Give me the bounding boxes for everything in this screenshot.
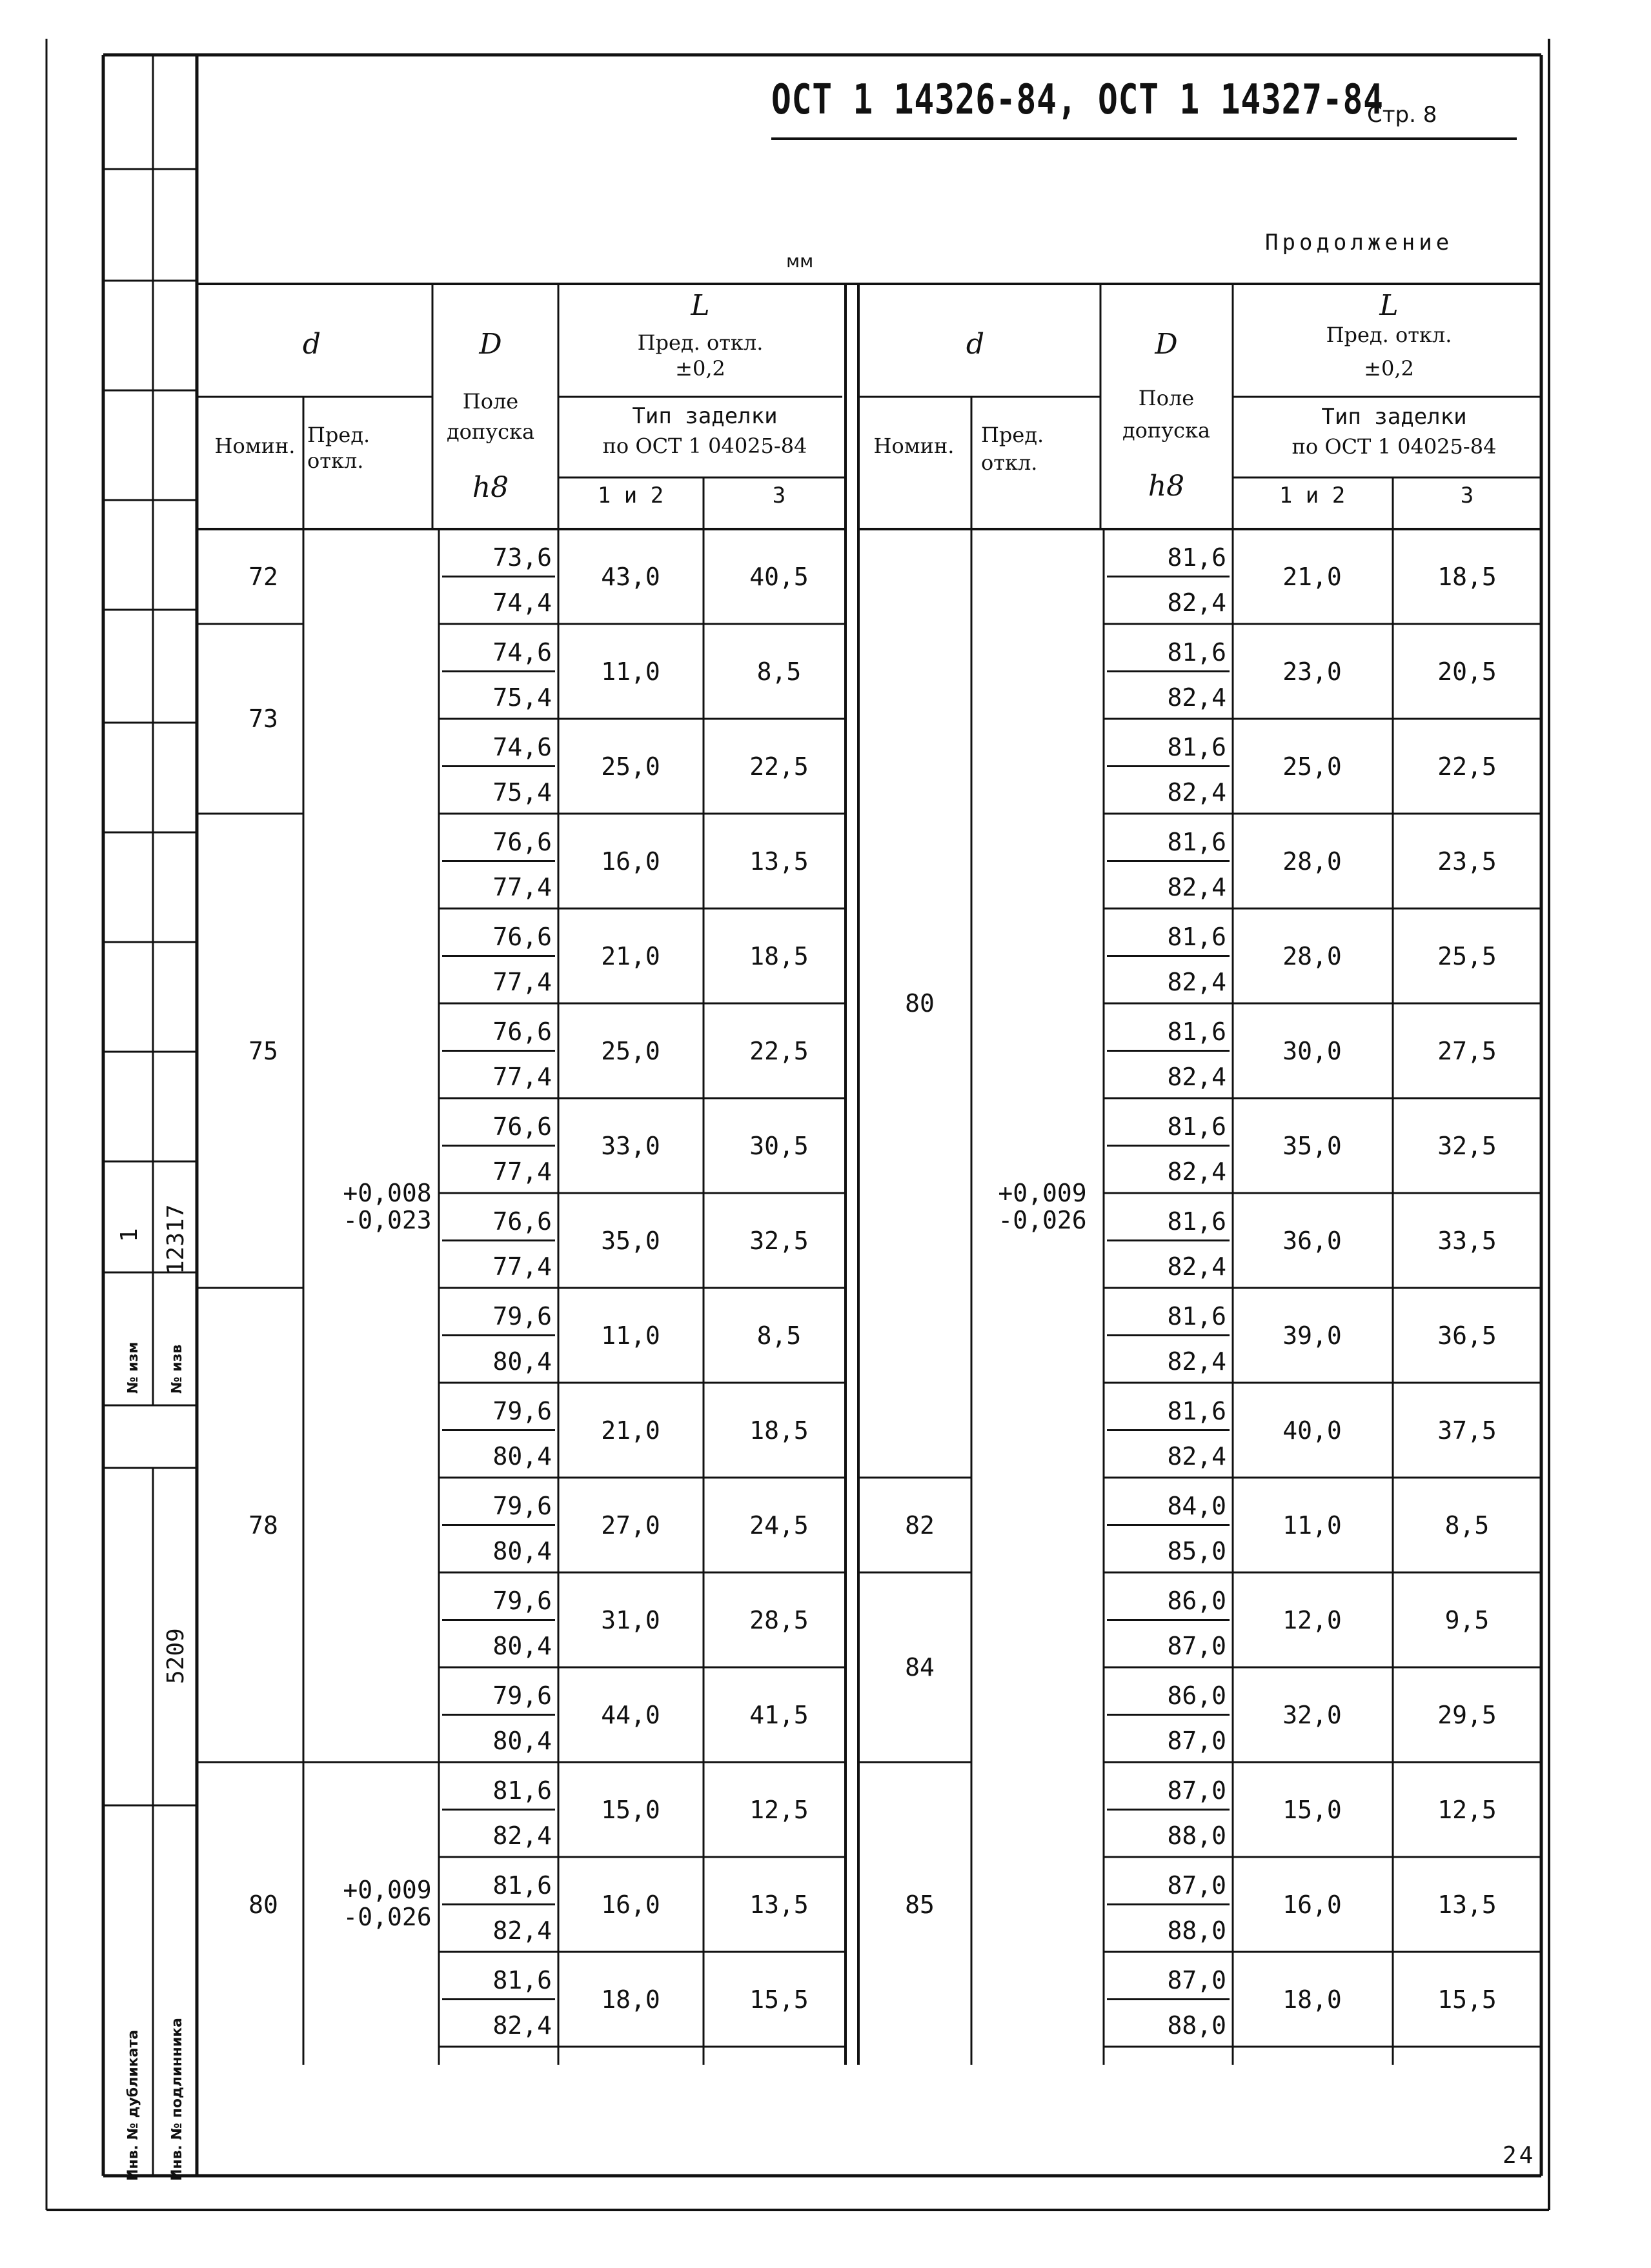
L-type3-value: 29,5	[1437, 1701, 1497, 1729]
L-type3-value: 15,5	[749, 1985, 809, 2014]
D-upper-value: 81,6	[1167, 923, 1226, 951]
D-upper-value: 79,6	[492, 1492, 552, 1520]
L-type12-value: 31,0	[601, 1606, 660, 1634]
D-upper-value: 76,6	[492, 1018, 552, 1046]
D-upper-value: 79,6	[492, 1302, 552, 1330]
D-lower-value: 82,4	[1167, 1062, 1226, 1091]
L-type3-value: 36,5	[1437, 1321, 1497, 1350]
D-lower-value: 75,4	[492, 778, 552, 807]
D-lower-value: 82,4	[1167, 683, 1226, 712]
L-type3-value: 28,5	[749, 1606, 809, 1634]
page-label: Стр. 8	[1367, 102, 1437, 128]
change-number-label: № изм	[125, 1341, 141, 1394]
L-type12-value: 11,0	[601, 1321, 660, 1350]
L-type12-value: 15,0	[601, 1796, 660, 1824]
embed-standard-label-right: по ОСТ 1 04025-84	[1291, 434, 1497, 459]
D-symbol: D	[479, 328, 502, 361]
notice-number-label: № изв	[169, 1344, 185, 1394]
D-lower-value: 82,4	[1167, 1157, 1226, 1186]
original-inventory-value: 5209	[163, 1628, 189, 1684]
D-upper-value: 87,0	[1167, 1966, 1226, 1994]
type-3-label: 3	[772, 483, 786, 508]
L-type3-value: 13,5	[749, 847, 809, 876]
D-lower-value: 85,0	[1167, 1536, 1226, 1565]
tolerance-label-2: допуска	[446, 419, 535, 444]
fit-label-right: h8	[1148, 470, 1185, 503]
D-lower-value: 77,4	[492, 967, 552, 996]
L-type3-value: 23,5	[1437, 847, 1497, 876]
L-type12-value: 18,0	[1282, 1985, 1342, 2014]
D-upper-value: 79,6	[492, 1587, 552, 1615]
type-3-label-right: 3	[1460, 483, 1474, 508]
D-upper-value: 76,6	[492, 1207, 552, 1236]
D-lower-value: 88,0	[1167, 1916, 1226, 1945]
D-lower-value: 82,4	[1167, 1252, 1226, 1281]
D-upper-value: 81,6	[1167, 1207, 1226, 1236]
tolerance-label: Поле	[462, 389, 519, 414]
D-upper-value: 81,6	[1167, 1112, 1226, 1141]
L-symbol: L	[691, 289, 710, 322]
D-upper-value: 81,6	[1167, 543, 1226, 572]
D-upper-value: 74,6	[492, 733, 552, 761]
type-1-2-label: 1 и 2	[597, 483, 664, 508]
L-type3-value: 22,5	[749, 1037, 809, 1065]
deviation-label-2: откл.	[307, 448, 364, 473]
D-lower-value: 77,4	[492, 872, 552, 901]
L-deviation-label-right: Пред. откл.	[1326, 323, 1452, 347]
L-type3-value: 8,5	[756, 1321, 802, 1350]
embed-type-label: Тип заделки	[632, 403, 778, 429]
L-type12-value: 18,0	[601, 1985, 660, 2014]
duplicate-inventory-label: Инв. № дубликата	[125, 2029, 141, 2181]
L-type12-value: 21,0	[1282, 563, 1342, 591]
d-symbol: d	[302, 328, 321, 361]
L-type3-value: 30,5	[749, 1132, 809, 1160]
L-type12-value: 23,0	[1282, 657, 1342, 686]
D-lower-value: 80,4	[492, 1536, 552, 1565]
L-type12-value: 16,0	[1282, 1891, 1342, 1919]
L-type12-value: 40,0	[1282, 1416, 1342, 1445]
page-number: 24	[1503, 2142, 1536, 2169]
deviation-upper: +0,009	[998, 1178, 1087, 1207]
d-symbol-right: d	[966, 328, 985, 361]
D-lower-value: 74,4	[492, 588, 552, 617]
D-lower-value: 82,4	[1167, 588, 1226, 617]
L-type12-value: 30,0	[1282, 1037, 1342, 1065]
nominal-d-value: 82	[905, 1510, 935, 1540]
L-type12-value: 32,0	[1282, 1701, 1342, 1729]
L-deviation-label: Пред. откл.	[637, 330, 764, 355]
L-type3-value: 37,5	[1437, 1416, 1497, 1445]
D-upper-value: 74,6	[492, 638, 552, 667]
D-lower-value: 80,4	[492, 1347, 552, 1376]
change-number-value: 1	[116, 1228, 143, 1242]
embed-type-label-right: Тип заделки	[1321, 404, 1467, 430]
L-type3-value: 27,5	[1437, 1037, 1497, 1065]
L-type3-value: 18,5	[749, 942, 809, 970]
L-type3-value: 12,5	[749, 1796, 809, 1824]
L-type3-value: 22,5	[749, 752, 809, 781]
deviation-lower: -0,026	[998, 1205, 1087, 1234]
document-title: ОСТ 1 14326-84, ОСТ 1 14327-84	[771, 76, 1384, 124]
D-lower-value: 77,4	[492, 1062, 552, 1091]
L-type3-value: 22,5	[1437, 752, 1497, 781]
D-lower-value: 87,0	[1167, 1631, 1226, 1660]
D-upper-value: 81,6	[1167, 1018, 1226, 1046]
L-type3-value: 33,5	[1437, 1227, 1497, 1255]
type-1-2-label-right: 1 и 2	[1279, 483, 1346, 508]
nominal-label-right: Номин.	[873, 434, 955, 458]
L-type12-value: 35,0	[601, 1227, 660, 1255]
deviation-label-right: Пред.	[981, 423, 1044, 447]
L-type3-value: 20,5	[1437, 657, 1497, 686]
D-upper-value: 81,6	[492, 1871, 552, 1900]
D-upper-value: 81,6	[1167, 1302, 1226, 1330]
D-lower-value: 82,4	[492, 1916, 552, 1945]
L-type3-value: 8,5	[756, 657, 802, 686]
nominal-d-value: 80	[905, 989, 935, 1018]
D-upper-value: 84,0	[1167, 1492, 1226, 1520]
L-type3-value: 15,5	[1437, 1985, 1497, 2014]
deviation-label: Пред.	[307, 423, 370, 447]
L-type3-value: 41,5	[749, 1701, 809, 1729]
L-type3-value: 13,5	[1437, 1891, 1497, 1919]
nominal-d-value: 75	[248, 1036, 278, 1065]
original-inventory-label: Инв. № подлинника	[169, 2018, 185, 2181]
L-type12-value: 27,0	[601, 1511, 660, 1540]
nominal-d-value: 73	[248, 705, 278, 733]
D-upper-value: 73,6	[492, 543, 552, 572]
D-upper-value: 86,0	[1167, 1681, 1226, 1710]
L-type12-value: 11,0	[601, 657, 660, 686]
D-upper-value: 86,0	[1167, 1587, 1226, 1615]
L-type12-value: 25,0	[601, 1037, 660, 1065]
D-upper-value: 79,6	[492, 1397, 552, 1425]
deviation-lower: -0,026	[343, 1902, 432, 1931]
L-type12-value: 35,0	[1282, 1132, 1342, 1160]
deviation-lower: -0,023	[343, 1205, 432, 1234]
L-type12-value: 43,0	[601, 563, 660, 591]
L-symbol-right: L	[1379, 289, 1399, 322]
L-type12-value: 16,0	[601, 847, 660, 876]
D-lower-value: 82,4	[492, 2011, 552, 2040]
L-type3-value: 12,5	[1437, 1796, 1497, 1824]
embed-standard-label: по ОСТ 1 04025-84	[602, 434, 807, 458]
L-type12-value: 21,0	[601, 1416, 660, 1445]
fit-label: h8	[472, 471, 509, 504]
D-upper-value: 79,6	[492, 1681, 552, 1710]
D-lower-value: 80,4	[492, 1726, 552, 1755]
L-type3-value: 8,5	[1444, 1511, 1490, 1540]
D-upper-value: 76,6	[492, 923, 552, 951]
L-type3-value: 18,5	[1437, 563, 1497, 591]
L-type3-value: 24,5	[749, 1511, 809, 1540]
D-lower-value: 75,4	[492, 683, 552, 712]
tolerance-label-right: Поле	[1138, 386, 1195, 410]
L-type12-value: 21,0	[601, 942, 660, 970]
L-type12-value: 12,0	[1282, 1606, 1342, 1634]
D-lower-value: 82,4	[492, 1821, 552, 1850]
D-upper-value: 81,6	[492, 1966, 552, 1994]
deviation-label-right-2: откл.	[981, 450, 1038, 475]
L-type12-value: 15,0	[1282, 1796, 1342, 1824]
L-type12-value: 11,0	[1282, 1511, 1342, 1540]
nominal-d-value: 84	[905, 1653, 935, 1681]
L-type12-value: 39,0	[1282, 1321, 1342, 1350]
D-lower-value: 77,4	[492, 1252, 552, 1281]
L-type3-value: 9,5	[1444, 1606, 1490, 1634]
D-lower-value: 82,4	[1167, 778, 1226, 807]
L-type3-value: 32,5	[749, 1227, 809, 1255]
D-upper-value: 76,6	[492, 828, 552, 856]
D-symbol-right: D	[1155, 328, 1178, 361]
nominal-d-value: 85	[905, 1890, 935, 1919]
L-type12-value: 36,0	[1282, 1227, 1342, 1255]
L-type12-value: 28,0	[1282, 942, 1342, 970]
L-type12-value: 44,0	[601, 1701, 660, 1729]
D-lower-value: 88,0	[1167, 2011, 1226, 2040]
D-lower-value: 77,4	[492, 1157, 552, 1186]
D-lower-value: 82,4	[1167, 1347, 1226, 1376]
notice-number-value: 12317	[163, 1204, 189, 1274]
nominal-d-value: 72	[248, 562, 278, 591]
D-upper-value: 87,0	[1167, 1871, 1226, 1900]
L-type3-value: 32,5	[1437, 1132, 1497, 1160]
nominal-label: Номин.	[214, 434, 296, 458]
D-upper-value: 81,6	[1167, 733, 1226, 761]
deviation-upper: +0,008	[343, 1178, 432, 1207]
D-lower-value: 80,4	[492, 1441, 552, 1470]
L-type12-value: 25,0	[1282, 752, 1342, 781]
D-lower-value: 82,4	[1167, 967, 1226, 996]
L-type3-value: 40,5	[749, 563, 809, 591]
D-lower-value: 82,4	[1167, 872, 1226, 901]
L-type12-value: 33,0	[601, 1132, 660, 1160]
D-upper-value: 87,0	[1167, 1776, 1226, 1805]
D-upper-value: 76,6	[492, 1112, 552, 1141]
units-label: мм	[786, 250, 814, 272]
deviation-upper: +0,009	[343, 1875, 432, 1904]
D-lower-value: 80,4	[492, 1631, 552, 1660]
L-type12-value: 25,0	[601, 752, 660, 781]
continuation-label: Продолжение	[1265, 230, 1453, 256]
L-type3-value: 25,5	[1437, 942, 1497, 970]
D-upper-value: 81,6	[1167, 828, 1226, 856]
L-deviation-value: ±0,2	[675, 356, 725, 381]
D-upper-value: 81,6	[492, 1776, 552, 1805]
D-lower-value: 88,0	[1167, 1821, 1226, 1850]
tolerance-label-right-2: допуска	[1122, 418, 1211, 443]
L-deviation-value-right: ±0,2	[1364, 356, 1414, 381]
D-upper-value: 81,6	[1167, 638, 1226, 667]
nominal-d-value: 78	[248, 1510, 278, 1540]
D-lower-value: 87,0	[1167, 1726, 1226, 1755]
L-type3-value: 18,5	[749, 1416, 809, 1445]
D-lower-value: 82,4	[1167, 1441, 1226, 1470]
L-type3-value: 13,5	[749, 1891, 809, 1919]
L-type12-value: 28,0	[1282, 847, 1342, 876]
nominal-d-value: 80	[248, 1890, 278, 1919]
D-upper-value: 81,6	[1167, 1397, 1226, 1425]
L-type12-value: 16,0	[601, 1891, 660, 1919]
